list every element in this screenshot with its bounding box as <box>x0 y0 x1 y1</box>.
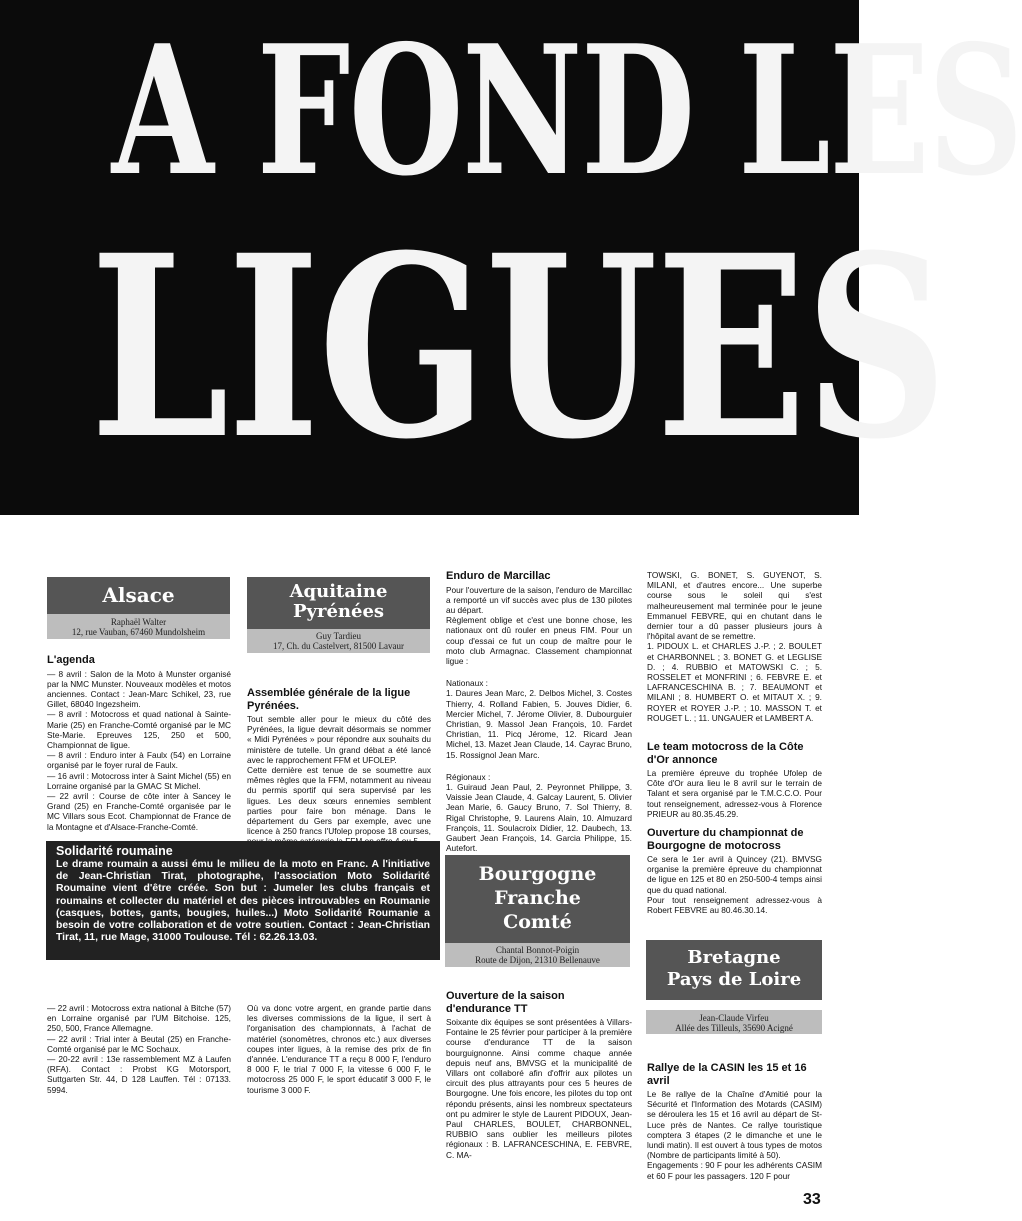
bourgogne-heading: Ouverture de la saison d'endurance TT <box>446 990 565 1015</box>
region-box-aquitaine <box>247 577 430 629</box>
ouverture-text: Ce sera le 1er avril à Quincey (21). BMVSG organise la première épreuve du championnat de ligue en 125 et 80 en 250-500-4 temps ainsi que du quad national. Pour tout renseignement adressez-vous à Robert FEBVRE au 80.46.30.14. <box>647 854 822 916</box>
alsace-column <box>47 654 231 832</box>
team-text: La première épreuve du trophée Ufolep de Côte d'Or aura lieu le 8 avril sur le terrain de Talant et sera organisé par le T.M.C.C.O. Pour tout renseignement, adressez-vous à Florence PRIEUR au 80.35.45.29. <box>647 768 822 819</box>
enduro-nationaux: Nationaux : 1. Daures Jean Marc, 2. Delbos Michel, 3. Costes Thierry, 4. Rolland Fabien, 5. Jouves Didier, 6. Mercier Michel, 7. Jérome Olivier, 8. Dubourguier Christian, 9. Massol Jean François, 10. Fardet Christian, 11. Picq Jérome, 12. Ricard Jean Michel, 13. Mazet Jean Claude, 14. Cayrac Bruno, 15. Rossignol Jean Marc. <box>446 678 632 760</box>
bottom-column-1 <box>47 1003 231 1095</box>
aquitaine-column <box>247 687 431 847</box>
title-banner <box>0 0 1022 515</box>
page-number: 33 <box>803 1191 821 1208</box>
enduro-regionaux: Régionaux : 1. Guiraud Jean Paul, 2. Peyronnet Philippe, 3. Vaissie Jean Claude, 4. Galcay Laurent, 5. Olivier Jean Marie, 6. Gaucy Bruno, 7. Sol Thierry, 8. Rigal Christophe, 9. Laurens Alain, 10. Almuzard François, 11. Soulacroix Didier, 12. Daubech, 13. Gaubert Jean François, 14. Garcia Philippe, 15. Autefort. <box>446 771 632 854</box>
bottom-text-1: — 22 avril : Motocross extra national à Bitche (57) en Lorraine organisé par l'UM Bitchoise. 125, 250, 500, France Allemagne. — 22 avril : Trial inter à Beutal (25) en Franche-Comté organisé par le MC Sochaux. — 20-22 avril : 13e rassemblement MZ à Laufen (RFA). Contact : Probst KG Motorsport, Suttgarten Str. 44, D 128 Lauffen. Tél : 07133. 5994. <box>47 1003 231 1095</box>
region-contact: Guy Tardieu 17, Ch. du Castelvert, 81500 Lavaur <box>247 629 430 653</box>
alsace-text: — 8 avril : Salon de la Moto à Munster organisé par la NMC Munster. Nouveaux modèles et motos anciennes. Contact : Jean-Marc Schikel, 23, rue Gillet, 68040 Ingezsheim. — 8 avril : Motocross et quad national à Sainte-Marie (25) en Franche-Comté organisé par le MC Ste-Marie. Epreuves 125, 250 et 500, Championnat de ligue. — 8 avril : Enduro inter à Faulx (54) en Lorraine organisé par le foyer rural de Faulx. — 16 avril : Motocross inter à Saint Michel (55) en Lorraine organisé par la GMAC St Michel. — 22 avril : Course de côte inter à Sancey le Grand (25) en Franche-Comté organisée par le MC Villars sous Ecot. Championnat de France de la Montagne et d'Alsace-Franche-Comté. <box>47 668 231 832</box>
bourgogne-text: Soixante dix équipes se sont présentées à Villars-Fontaine le 25 février pour participer à la première course d'endurance TT de la saison bourguignonne. Ainsi comme chaque année depuis neuf ans, BMVSG et la municipalité de Villars ont collaboré afin d'offrir aux pilotes un circuit des plus attrayants pour ces 5 heures de Bourgogne. Une fois encore, les pilotes du top ont répondu présents, ainsi les nombreux spectateurs ont pu admirer le style de Laurent PIDOUX, Jean-Paul CHARLES, BOULET, CHARBONNEL, RUBBIO sans oublier les meilleurs pilotes régionaux : B. LAFRANCESCHINA, E. FEBVRE, C. MA- <box>446 1017 632 1160</box>
region-name: Bretagne Pays de Loire <box>666 947 802 990</box>
aquitaine-text: Tout semble aller pour le mieux du côté des Pyrénées, la ligue devrait désormais se nommer « Midi Pyrénées » pour répondre aux souhaits du ministère de tutelle. Un grand débat a été lancé avec le rapprochement FFM et UFOLEP. Cette dernière est tenue de se soumettre aux mêmes règles que la FFM, notamment au niveau du permis sportif qui sera supervisé par les ligues. Les deux sœurs ennemies semblent parties pour faire bon ménage. Dans le département du Gers par exemple, avec une licence à 250 francs l'Ufolep propose 18 courses, <box>247 714 431 837</box>
region-box-alsace <box>47 577 230 614</box>
bottom-text-2: Où va donc votre argent, en grande partie dans les diverses commissions de la ligue, il sert à l'organisation des championnats, à l'achat de matériel (sonomètres, chronos etc.) aux diverses coupes inter ligues, à la remise des prix de fin d'année. L'endurance TT a reçu 8 000 F, l'enduro 8 000 F, le trial 7 000 F, la vitesse 6 000 F, le motocross 25 000 F, le sport éducatif 3 000 F, le tourisme 3 000 F. <box>247 1003 431 1095</box>
col4-column <box>647 570 822 915</box>
bretagne-column <box>647 1062 822 1181</box>
region-name: Alsace <box>102 583 175 607</box>
region-name: Aquitaine Pyrénées <box>289 581 388 622</box>
bottom-column-2 <box>247 1003 431 1095</box>
region-box-bourgogne <box>445 855 630 943</box>
alsace-heading: L'agenda <box>47 654 95 666</box>
region-contact: Chantal Bonnot-Poigin Route de Dijon, 21310 Bellenauve <box>445 943 630 967</box>
region-contact: Jean-Claude Virfeu Allée des Tilleuls, 35690 Acigné <box>646 1010 822 1034</box>
bretagne-text: Le 8e rallye de la Chaîne d'Amitié pour la Sécurité et l'Information des Motards (CASIM) se déroulera les 15 et 16 avril au départ de St-Luce près de Nantes. Ce rallye touristique comptera 3 étapes (2 le dimanche et une le lundi matin). Il est ouvert à tous types de motos (Nombre de participants limité à 50). Engagements : 90 F pour les adhérents CASIM et 60 F pour les passagers. 120 F pour <box>647 1089 822 1181</box>
solidarite-text: Le drame roumain a aussi ému le milieu de la moto en Franc. A l'initiative de Jean-Christian Tirat, photographe, l'association Moto Solidarité Roumaine vient d'être créée. Son but : Jumeler les clubs français et roumains et collecter du matériel et des pièces introuvables en Roumanie (casques, bottes, gants, bougies, huiles...) Moto Solidarité Roumanie a besoin de votre collaboration et de votre soutien. Contact : Jean-Christian Tirat, 11, rue Mage, 31000 Toulouse. Tél : 62.26.13.03. <box>56 859 430 944</box>
solidarite-box <box>46 841 440 960</box>
team-heading: Le team motocross de la Côte d'Or annonce <box>647 741 804 766</box>
bretagne-heading: Rallye de la CASIN les 15 et 16 avril <box>647 1062 807 1087</box>
col4-text: TOWSKI, G. BONET, S. GUYENOT, S. MILANI, et d'autres encore... Une superbe course sous le soleil qui s'est malheureusement mal terminée pour le jeune Emmanuel FEBVRE, qui en chutant dans le dernier tour a dû passer plusieurs jours à l'hôpital avant de se remettre. 1. PIDOUX L. et CHARLES J.-P. ; 2. BOULET et CHARBONNEL ; 3. BONET G. et LEGLISE D. ; 4. RUBBIO et MATOWSKI C. ; 5. ROSSELET et MONFRINI ; 6. FEBVRE E. et LAFRANCESCHINA B. ; 7. BEAUMONT et MILANI ; 8. HUMBERT O. et MITAUT X. ; 9. ROYER et ROYER J.-P. ; 10. MASSON T. et ROUGET L. ; 11. UNGAUER et LAMBERT A. <box>647 570 822 723</box>
aquitaine-heading: Assemblée générale de la ligue Pyrénées. <box>247 687 411 712</box>
enduro-text: Pour l'ouverture de la saison, l'enduro de Marcillac a remporté un vif succès avec plus de 130 pilotes au départ. Règlement oblige et c'est une bonne chose, les nationaux ont dû rouler en pneus FIM. Pour un coup d'essai ce fut un coup de maître pour le moto club Armagnac. Classement championnat ligue : <box>446 584 632 666</box>
enduro-column <box>446 570 632 853</box>
title-line-2: LIGUES <box>90 200 947 494</box>
region-box-bretagne <box>646 940 822 1000</box>
region-contact: Raphaël Walter 12, rue Vauban, 67460 Mundolsheim <box>47 614 230 639</box>
solidarite-heading: Solidarité roumaine <box>56 844 173 858</box>
enduro-heading: Enduro de Marcillac <box>446 570 551 582</box>
bourgogne-column <box>446 990 632 1160</box>
title-line-1: A FOND LES <box>111 6 1022 215</box>
region-name: Bourgogne Franche Comté <box>478 863 597 933</box>
ouverture-heading: Ouverture du championnat de Bourgogne de motocross <box>647 827 804 852</box>
